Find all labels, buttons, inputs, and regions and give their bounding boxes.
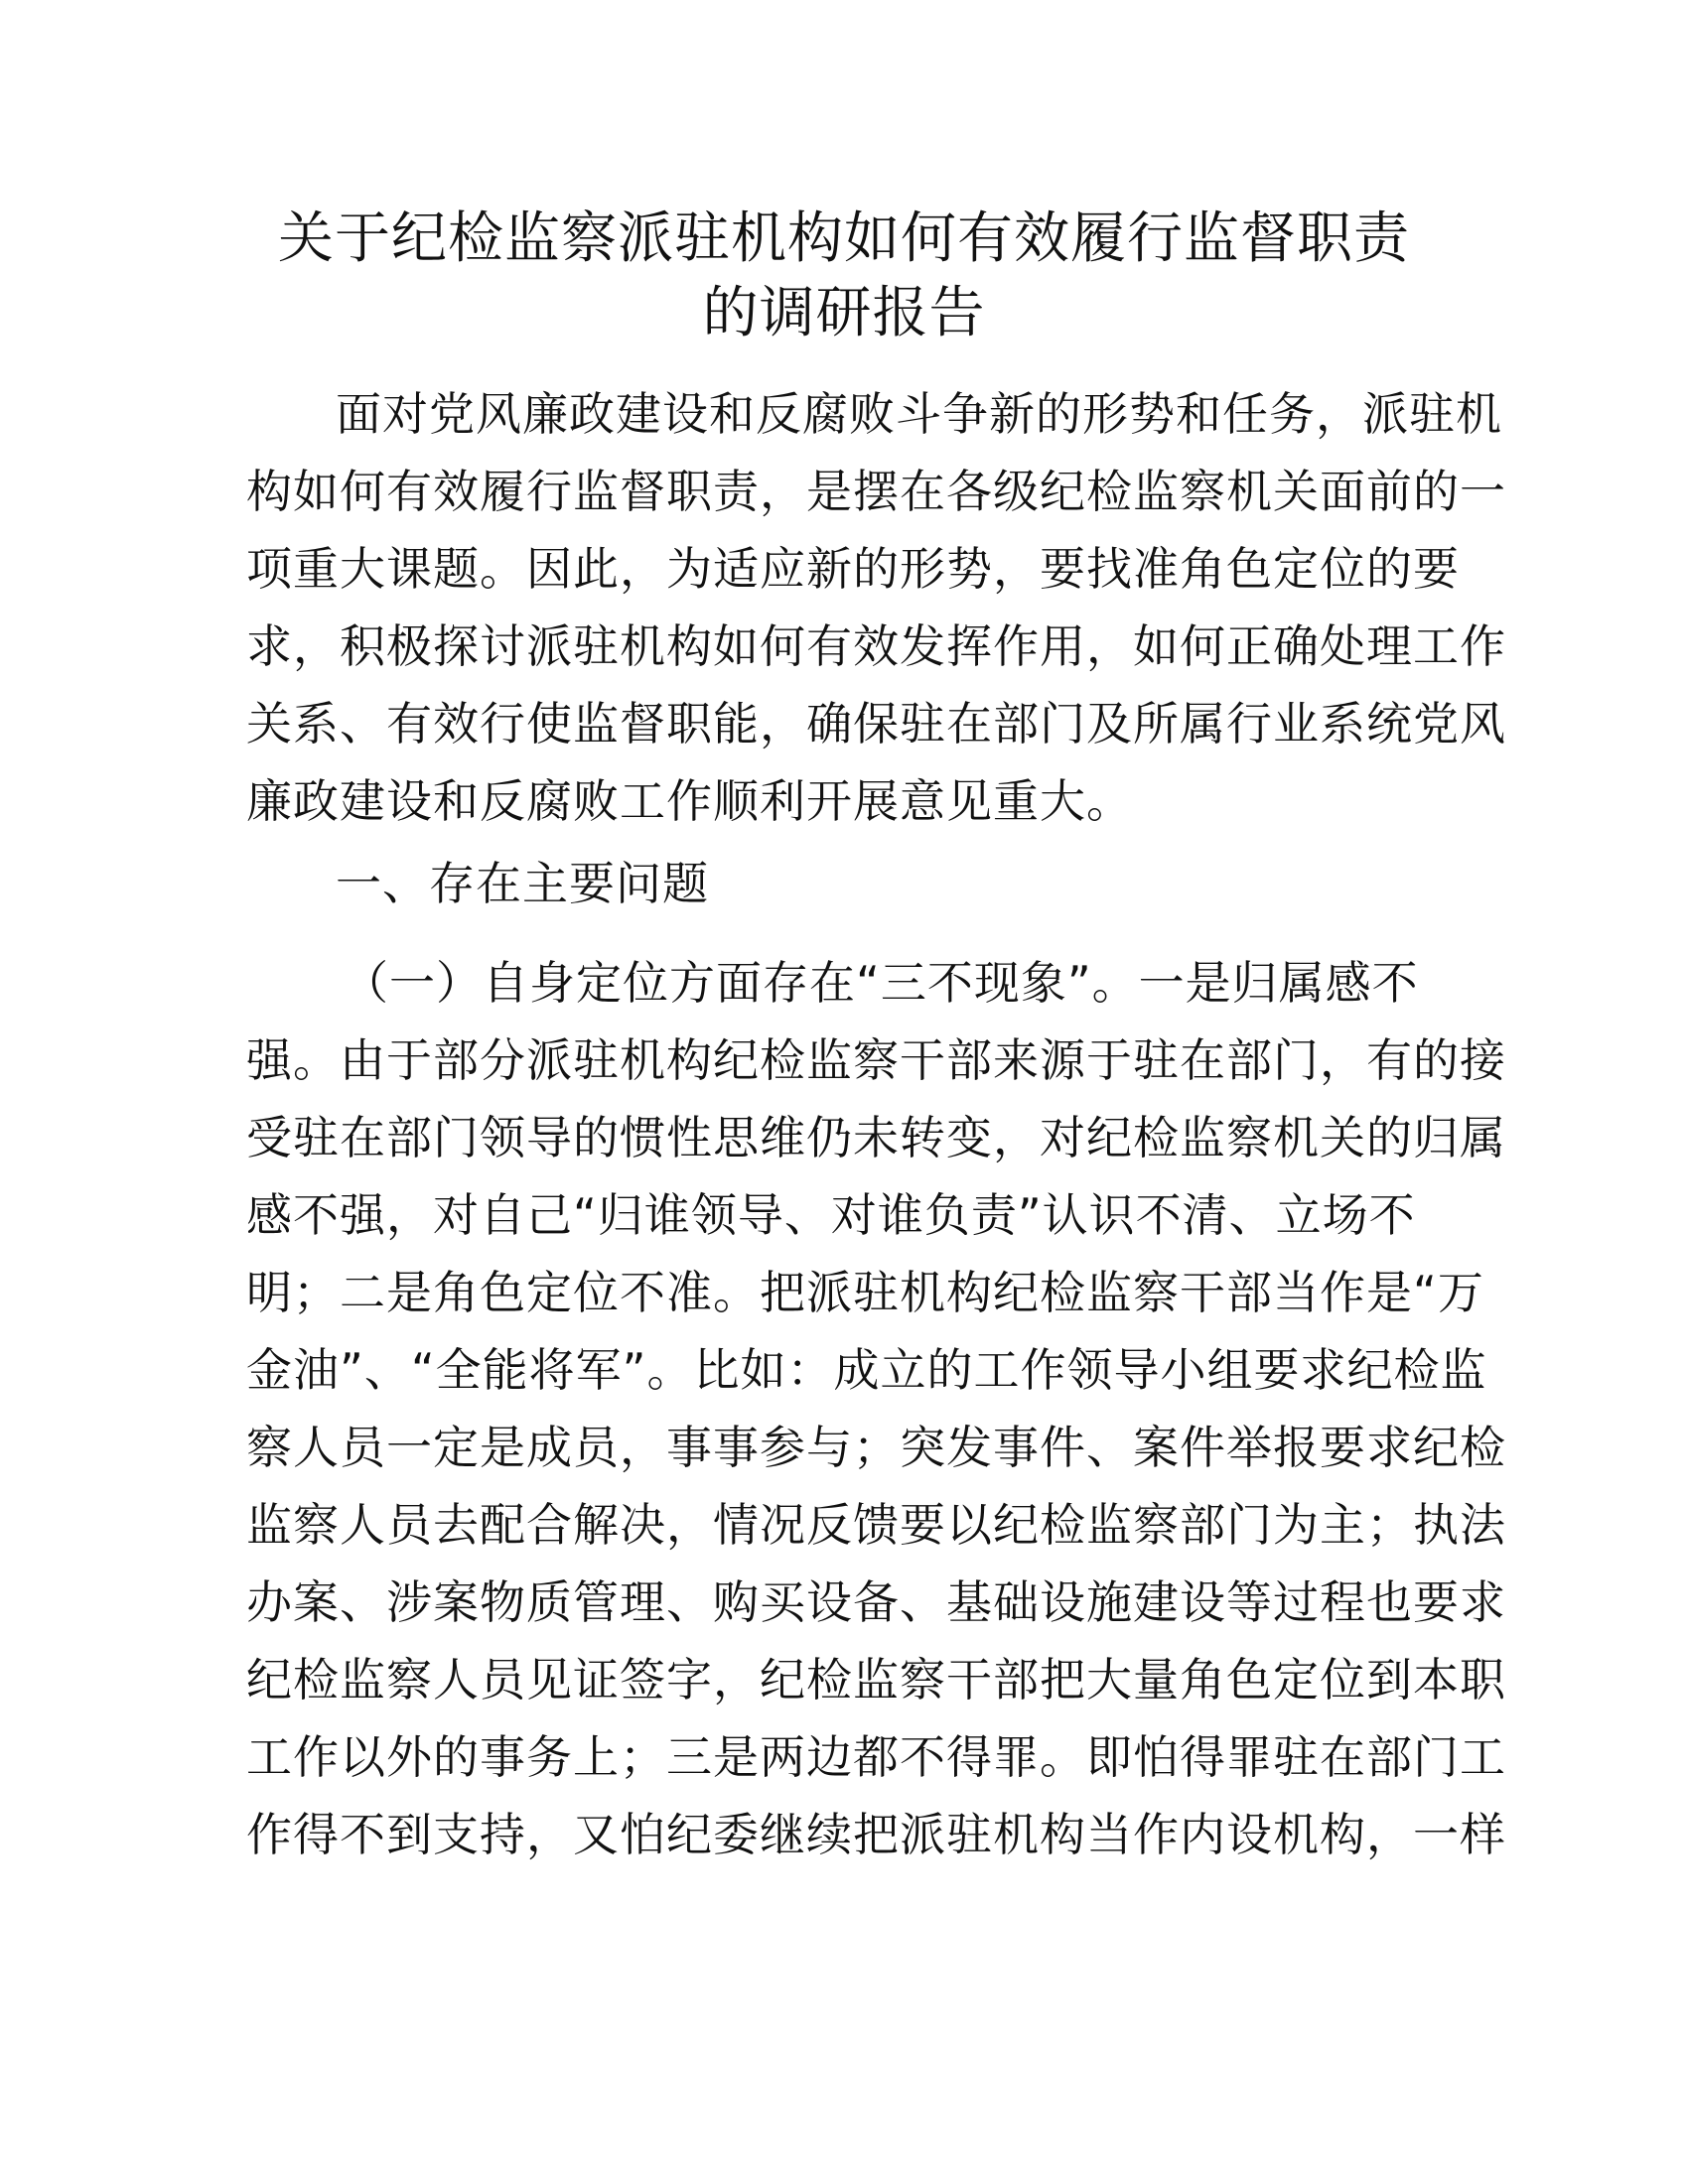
body-line: （一）自身定位方面存在“三不现象”。一是归属感不 (343, 956, 1419, 1010)
body-line: 受驻在部门领导的惯性思维仍未转变，对纪检监察机关的归属 (246, 1111, 1506, 1164)
body-line: 纪检监察人员见证签字，纪检监察干部把大量角色定位到本职 (246, 1653, 1506, 1706)
intro-line: 构如何有效履行监督职责，是摆在各级纪检监察机关面前的一 (246, 465, 1506, 518)
body-line: 作得不到支持，又怕纪委继续把派驻机构当作内设机构，一样 (246, 1808, 1506, 1861)
intro-line: 求，积极探讨派驻机构如何有效发挥作用，如何正确处理工作 (246, 619, 1506, 673)
intro-line: 廉政建设和反腐败工作顺利开展意见重大。 (246, 774, 1133, 828)
intro-line: 关系、有效行使监督职能，确保驻在部门及所属行业系统党风 (246, 697, 1506, 751)
intro-line: 面对党风廉政建设和反腐败斗争新的形势和任务，派驻机 (336, 387, 1502, 441)
body-line: 办案、涉案物质管理、购买设备、基础设施建设等过程也要求 (246, 1575, 1506, 1629)
body-line: 感不强，对自己“归谁领导、对谁负责”认识不清、立场不 (246, 1188, 1416, 1242)
body-line: 察人员一定是成员，事事参与；突发事件、案件举报要求纪检 (246, 1421, 1506, 1474)
body-line: 监察人员去配合解决，情况反馈要以纪检监察部门为主；执法 (246, 1498, 1506, 1552)
title-line-2: 的调研报告 (702, 281, 986, 345)
body-line: 明；二是角色定位不准。把派驻机构纪检监察干部当作是“万 (246, 1266, 1484, 1319)
section-heading: 一、存在主要问题 (336, 857, 709, 910)
body-line: 强。由于部分派驻机构纪检监察干部来源于驻在部门，有的接 (246, 1033, 1506, 1087)
intro-line: 项重大课题。因此，为适应新的形势，要找准角色定位的要 (246, 542, 1460, 596)
title-line-1: 关于纪检监察派驻机构如何有效履行监督职责 (278, 206, 1410, 271)
body-line: 工作以外的事务上；三是两边都不得罪。即怕得罪驻在部门工 (246, 1730, 1506, 1784)
body-line: 金油”、“全能将军”。比如：成立的工作领导小组要求纪检监 (246, 1343, 1487, 1397)
